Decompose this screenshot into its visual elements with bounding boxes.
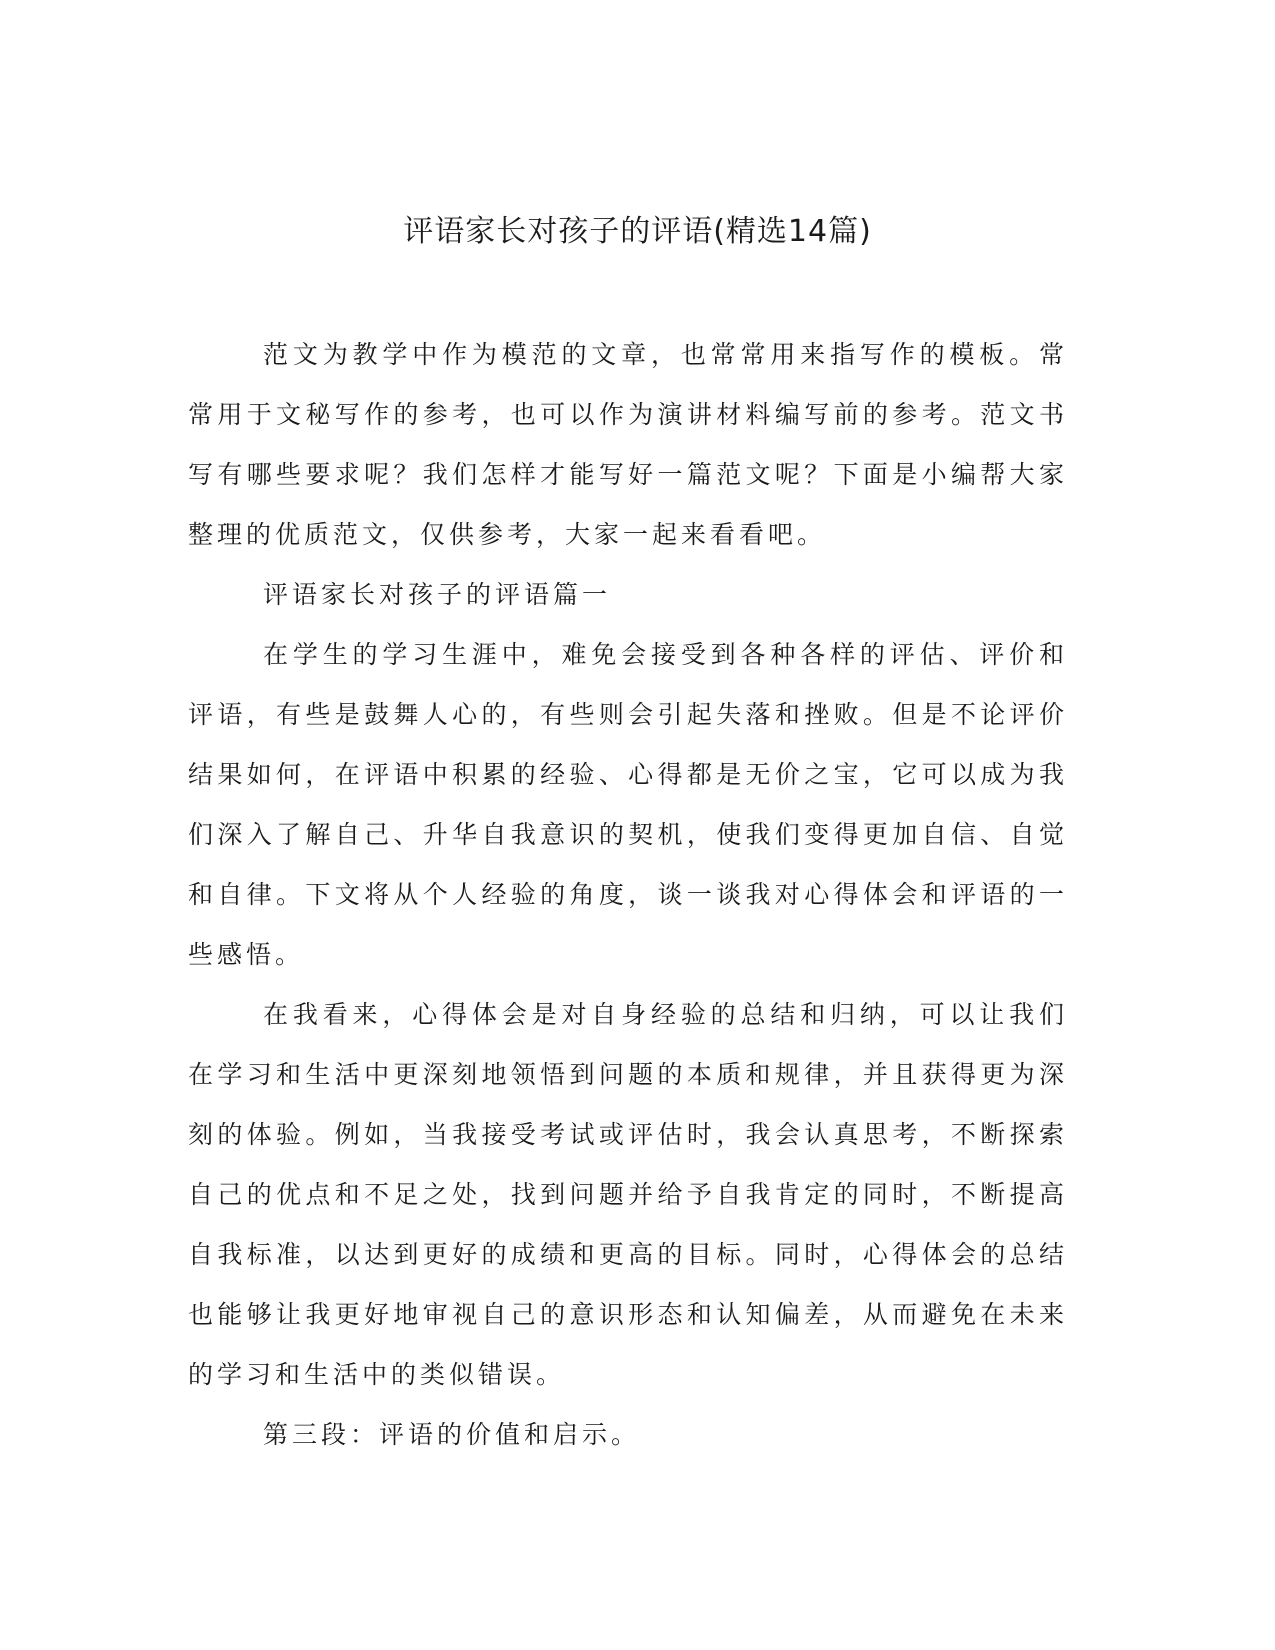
document-body (188, 325, 1068, 1465)
body-paragraph: 在学生的学习生涯中，难免会接受到各种各样的评估、评价和评语，有些是鼓舞人心的，有些则会引起失落和挫败。但是不论评价结果如何，在评语中积累的经验、心得都是无价之宝，它可以成为我们深入了解自己、升华自我意识的契机，使我们变得更加自信、自觉和自律。下文将从个人经验的角度，谈一谈我对心得体会和评语的一些感悟。 (188, 640, 1068, 969)
section-heading: 第三段：评语的价值和启示。 (263, 1420, 641, 1449)
body-paragraph: 在我看来，心得体会是对自身经验的总结和归纳，可以让我们在学习和生活中更深刻地领悟到问题的本质和规律，并且获得更为深刻的体验。例如，当我接受考试或评估时，我会认真思考，不断探索自己的优点和不足之处，找到问题并给予自我肯定的同时，不断提高自我标准，以达到更好的成绩和更高的目标。同时，心得体会的总结也能够让我更好地审视自己的意识形态和认知偏差，从而避免在未来的学习和生活中的类似错误。 (188, 1000, 1068, 1389)
section-heading: 评语家长对孩子的评语篇一 (263, 580, 612, 609)
intro-paragraph: 范文为教学中作为模范的文章，也常常用来指写作的模板。常常用于文秘写作的参考，也可以作为演讲材料编写前的参考。范文书写有哪些要求呢？我们怎样才能写好一篇范文呢？下面是小编帮大家整理的优质范文，仅供参考，大家一起来看看吧。 (188, 340, 1068, 549)
document-title: 评语家长对孩子的评语(精选14篇) (403, 214, 872, 249)
